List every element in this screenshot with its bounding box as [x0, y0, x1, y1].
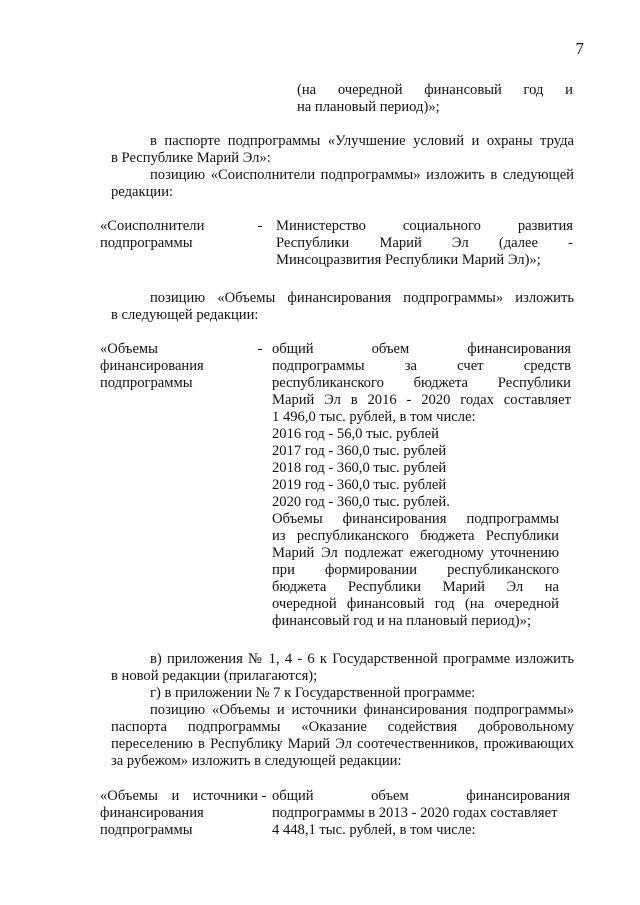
text-line: 4 448,1 тыс. рублей, в том числе: [272, 822, 476, 838]
text-line: 2018 год - 360,0 тыс. рублей [272, 460, 447, 476]
text-line: республиканского бюджета Республики [272, 375, 571, 391]
text-line: Республики Марий Эл (далее - [276, 235, 573, 251]
text-line: подпрограммы за счет средств [272, 358, 571, 374]
text-line: очередной финансовый год (на очередной [272, 596, 559, 612]
text-line: общий объем финансирования [272, 341, 571, 357]
text-line: за рубежом» изложить в следующей редакции: [111, 753, 402, 769]
text-line: финансовый год и на плановый период)»; [272, 613, 531, 629]
block-left-label: «Объемы [100, 341, 158, 357]
text-line: Минсоцразвития Республики Марий Эл)»; [276, 252, 541, 268]
text-line: 1 496,0 тыс. рублей, в том числе: [272, 409, 476, 425]
text-line: Объемы финансирования подпрограммы [272, 511, 559, 527]
text-line: Министерство социального развития [276, 218, 573, 234]
text-line: в) приложения № 1, 4 - 6 к Государственной программе изложить [150, 651, 574, 667]
text-line: г) в приложении № 7 к Государственной программе: [150, 685, 476, 701]
text-line: 2017 год - 360,0 тыс. рублей [272, 443, 447, 459]
block-dash: - [257, 341, 263, 357]
text-line: 2016 год - 56,0 тыс. рублей [272, 426, 439, 442]
block-left-label: подпрограммы [100, 375, 193, 391]
block-left-label: «Соисполнители [100, 218, 205, 234]
text-line: на плановый период)»; [297, 99, 440, 115]
text-line: позицию «Объемы и источники финансирования подпрограммы» [150, 702, 574, 718]
text-line: в Республике Марий Эл»: [111, 150, 271, 166]
text-line: общий объем финансирования [272, 788, 570, 804]
block-left-label: подпрограммы [100, 235, 193, 251]
text-line: подпрограммы в 2013 - 2020 годах составляет [272, 805, 558, 821]
block-left-label: финансирования [100, 805, 204, 821]
text-line: паспорта подпрограммы «Оказание содействия добровольному [111, 719, 574, 735]
text-line: (на очередной финансовый год и [297, 82, 573, 98]
block-left-label: «Объемы и источники [100, 788, 258, 804]
block-left-label: подпрограммы [100, 822, 193, 838]
text-line: позицию «Объемы финансирования подпрограммы» изложить [150, 290, 574, 306]
block-left-label: финансирования [100, 358, 204, 374]
text-line: позицию «Соисполнители подпрограммы» изложить в следующей [150, 167, 574, 183]
text-line: 2020 год - 360,0 тыс. рублей. [272, 494, 450, 510]
text-line: в паспорте подпрограммы «Улучшение условий и охраны труда [150, 133, 574, 149]
text-line: редакции: [111, 184, 174, 200]
page-number: 7 [575, 39, 584, 58]
text-line: бюджета Республики Марий Эл на [272, 579, 559, 595]
text-line: при формировании республиканского [272, 562, 559, 578]
text-line: Марий Эл подлежат ежегодному уточнению [272, 545, 559, 561]
text-line: из республиканского бюджета Республики [272, 528, 559, 544]
block-dash: - [257, 218, 263, 234]
text-line: в следующей редакции: [111, 307, 259, 323]
block-dash: - [261, 788, 267, 804]
text-line: в новой редакции (прилагаются); [111, 668, 318, 684]
text-line: Марий Эл в 2016 - 2020 годах составляет [272, 392, 571, 408]
text-line: переселению в Республику Марий Эл соотечественников, проживающих [111, 736, 574, 752]
text-line: 2019 год - 360,0 тыс. рублей [272, 477, 447, 493]
